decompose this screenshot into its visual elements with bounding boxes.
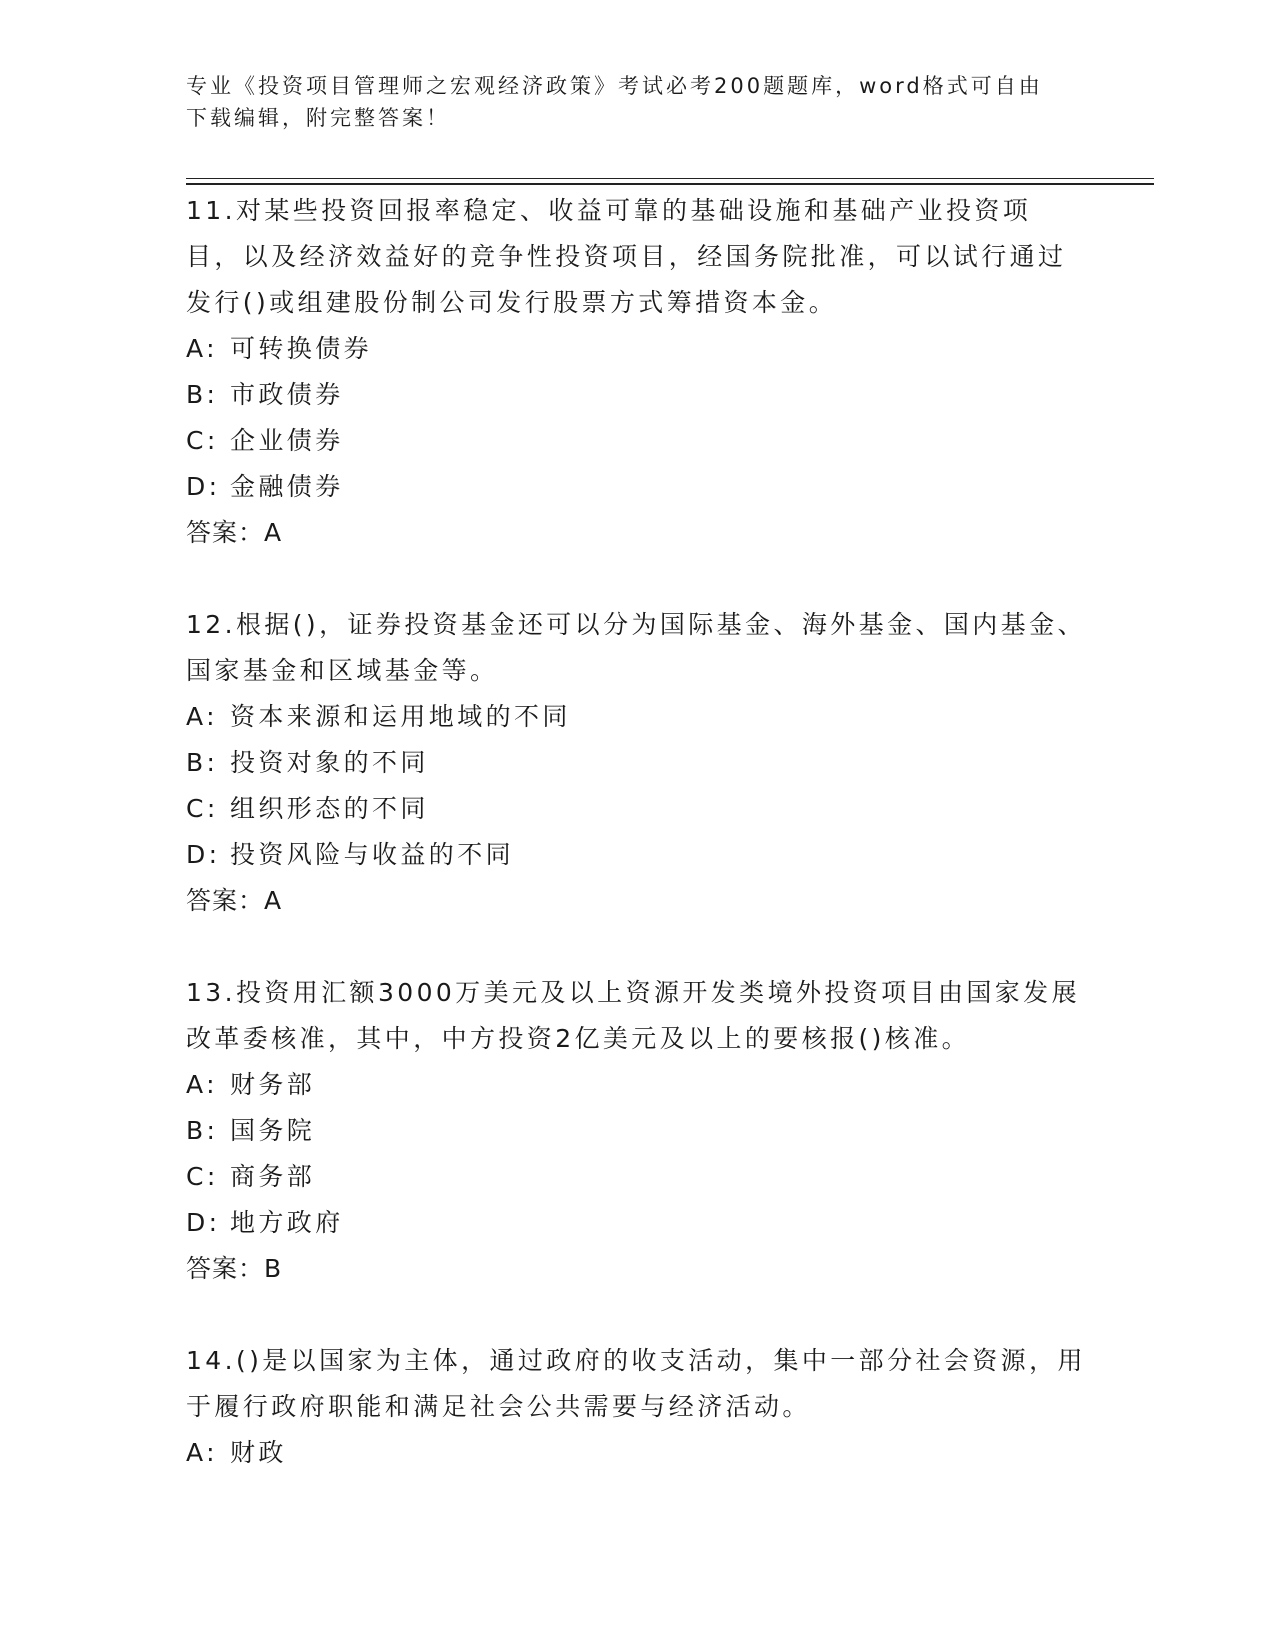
option-b (186, 740, 1086, 786)
option-d (186, 1200, 1086, 1246)
option-key: A: (186, 1438, 218, 1467)
question-13 (186, 970, 1086, 1292)
option-key: D: (186, 840, 221, 869)
divider-line-thick (186, 183, 1154, 185)
option-key: C: (186, 794, 219, 823)
option-key: A: (186, 1070, 218, 1099)
question-text: 13.投资用汇额3000万美元及以上资源开发类境外投资项目由国家发展改革委核准，其中，中方投资2亿美元及以上的要核报()核准。 (186, 978, 1080, 1053)
option-text: 投资风险与收益的不同 (230, 840, 515, 869)
option-text: 国务院 (230, 1116, 316, 1145)
option-a (186, 694, 1086, 740)
option-text: 财务部 (230, 1070, 316, 1099)
option-text: 企业债券 (230, 426, 344, 455)
option-text: 组织形态的不同 (230, 794, 429, 823)
option-key: C: (186, 1162, 219, 1191)
option-c (186, 786, 1086, 832)
question-14 (186, 1338, 1086, 1476)
option-key: B: (186, 748, 219, 777)
question-11 (186, 188, 1086, 556)
question-text: 14.()是以国家为主体，通过政府的收支活动，集中一部分社会资源，用于履行政府职能和满足社会公共需要与经济活动。 (186, 1346, 1086, 1421)
question-text: 12.根据()，证券投资基金还可以分为国际基金、海外基金、国内基金、国家基金和区域基金等。 (186, 610, 1086, 685)
option-text: 金融债券 (230, 472, 344, 501)
option-text: 商务部 (230, 1162, 316, 1191)
option-key: B: (186, 1116, 219, 1145)
option-text: 地方政府 (230, 1208, 344, 1237)
option-key: A: (186, 334, 218, 363)
option-b (186, 372, 1086, 418)
option-a (186, 1062, 1086, 1108)
option-text: 可转换债券 (230, 334, 373, 363)
option-c (186, 418, 1086, 464)
option-text: 资本来源和运用地域的不同 (230, 702, 571, 731)
option-d (186, 464, 1086, 510)
option-text: 市政债券 (230, 380, 344, 409)
option-a (186, 326, 1086, 372)
option-key: D: (186, 472, 221, 501)
option-key: B: (186, 380, 219, 409)
option-text: 财政 (230, 1438, 287, 1467)
option-b (186, 1108, 1086, 1154)
option-c (186, 1154, 1086, 1200)
divider-line-thin (186, 178, 1154, 179)
question-list (186, 188, 1086, 1522)
answer-line: 答案：A (186, 886, 283, 915)
option-text: 投资对象的不同 (230, 748, 429, 777)
question-12 (186, 602, 1086, 924)
document-intro: 专业《投资项目管理师之宏观经济政策》考试必考200题题库，word格式可自由下载编辑，附完整答案！ (186, 74, 1043, 130)
answer-line: 答案：B (186, 1254, 283, 1283)
option-a (186, 1430, 1086, 1476)
answer-line: 答案：A (186, 518, 283, 547)
option-d (186, 832, 1086, 878)
option-key: D: (186, 1208, 221, 1237)
question-text: 11.对某些投资回报率稳定、收益可靠的基础设施和基础产业投资项目，以及经济效益好的竞争性投资项目，经国务院批准，可以试行通过发行()或组建股份制公司发行股票方式筹措资本金。 (186, 196, 1067, 317)
option-key: C: (186, 426, 219, 455)
option-key: A: (186, 702, 218, 731)
